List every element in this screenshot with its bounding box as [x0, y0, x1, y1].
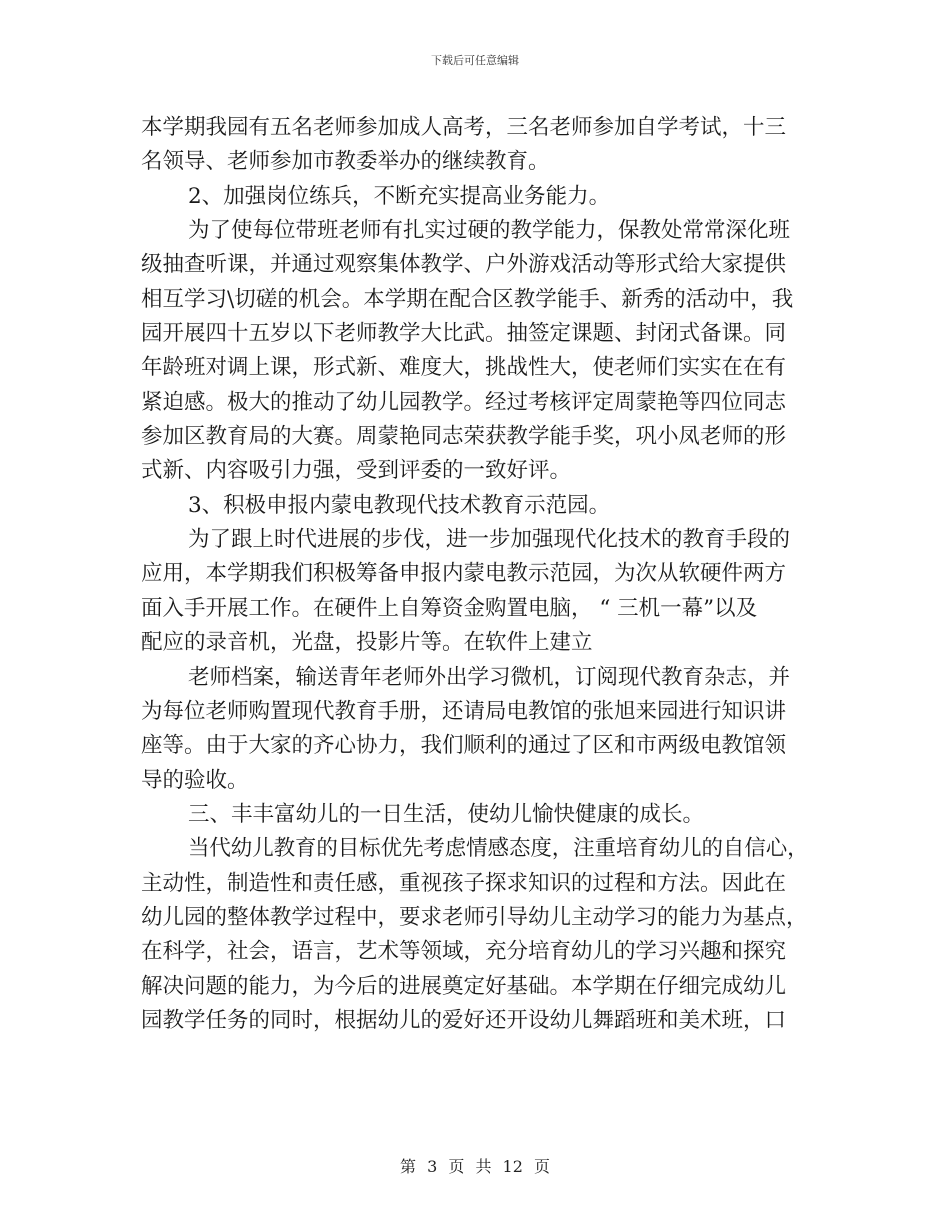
- text-line: 当代幼儿教育的目标优先考虑情感态度，注重培育幼儿的自信心，: [188, 836, 809, 862]
- text-line: 名领导、老师参加市教委举办的继续教育。: [141, 149, 550, 175]
- text-line: 主动性，制造性和责任感，重视孩子探求知识的过程和方法。因此在: [141, 870, 787, 896]
- section-heading: 三、丰丰富幼儿的一日生活，使幼儿愉快健康的成长。: [188, 801, 705, 827]
- text-line: 面入手开展工作。在硬件上自筹资金购置电脑， “ 三机一幕”以及: [141, 595, 758, 621]
- text-line: 本学期我园有五名老师参加成人高考，三名老师参加自学考试，十三: [141, 115, 787, 140]
- text-line: 座等。由于大家的齐心协力，我们顺利的通过了区和市两级电教馆领: [141, 733, 787, 759]
- text-line: 级抽查听课，并通过观察集体教学、户外游戏活动等形式给大家提供: [141, 252, 787, 278]
- text-line: 紧迫感。极大的推动了幼儿园教学。经过考核评定周蒙艳等四位同志: [141, 389, 787, 415]
- text-line: 老师档案，输送青年老师外出学习微机，订阅现代教育杂志，并: [188, 664, 791, 690]
- text-line: 相互学习\切磋的机会。本学期在配合区教学能手、新秀的活动中，我: [141, 286, 794, 312]
- section-heading: 2、加强岗位练兵，不断充实提高业务能力。: [188, 183, 611, 209]
- text-line: 为了跟上时代进展的步伐，进一步加强现代化技术的教育手段的: [188, 527, 791, 553]
- page-footer: 第 3 页 共 12 页: [400, 1157, 550, 1176]
- text-line: 式新、内容吸引力强，受到评委的一致好评。: [141, 458, 572, 484]
- text-line: 在科学，社会，语言，艺术等领域，充分培育幼儿的学习兴趣和探究: [141, 939, 787, 965]
- text-line: 参加区教育局的大赛。周蒙艳同志荣获教学能手奖，巩小凤老师的形: [141, 424, 787, 450]
- document-body: [141, 111, 809, 1038]
- text-line: 配应的录音机，光盘，投影片等。在软件上建立: [141, 630, 593, 656]
- text-line: 导的验收。: [141, 767, 249, 793]
- text-line: 园教学任务的同时，根据幼儿的爱好还开设幼儿舞蹈班和美术班，口: [141, 1007, 787, 1033]
- text-line: 幼儿园的整体教学过程中，要求老师引导幼儿主动学习的能力为基点，: [141, 904, 808, 930]
- text-line: 为每位老师购置现代教育手册，还请局电教馆的张旭来园进行知识讲: [141, 698, 787, 724]
- text-line: 园开展四十五岁以下老师教学大比武。抽签定课题、封闭式备课。同: [141, 321, 787, 347]
- section-heading: 3、积极申报内蒙电教现代技术教育示范园。: [188, 492, 611, 518]
- text-line: 为了使每位带班老师有扎实过硬的教学能力，保教处常常深化班: [188, 218, 791, 244]
- text-line: 应用，本学期我们积极筹备申报内蒙电教示范园，为次从软硬件两方: [141, 561, 787, 587]
- text-line: 年龄班对调上课，形式新、难度大，挑战性大，使老师们实实在在有: [141, 355, 787, 381]
- page-header: 下载后可任意编辑: [431, 54, 519, 67]
- text-line: 解决问题的能力，为今后的进展奠定好基础。本学期在仔细完成幼儿: [141, 973, 787, 999]
